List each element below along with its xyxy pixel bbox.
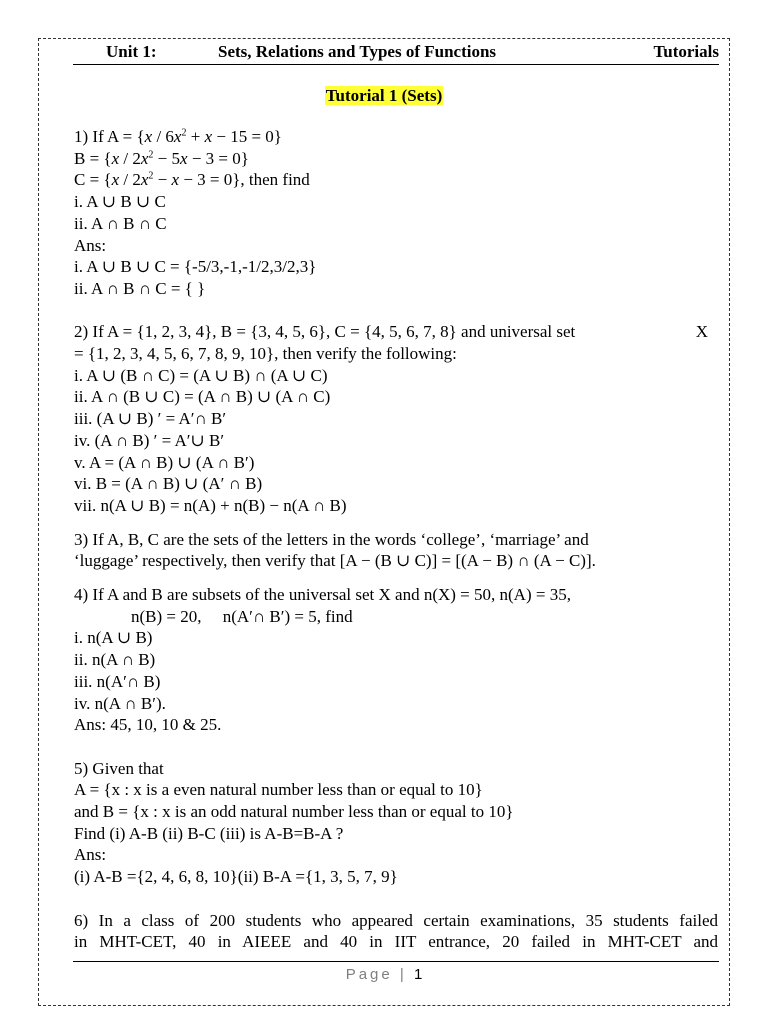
q2-part: i. A ∪ (B ∩ C) = (A ∪ B) ∩ (A ∪ C) bbox=[74, 365, 328, 385]
q2-part: v. A = (A ∩ B) ∪ (A ∩ B′) bbox=[74, 452, 255, 472]
q6-line1: 6) In a class of 200 students who appeared certain examinations, 35 students failed bbox=[74, 910, 718, 930]
tutorial-title bbox=[0, 86, 768, 106]
q4-line1: 4) If A and B are subsets of the universal set X and n(X) = 50, n(A) = 35, bbox=[74, 585, 571, 605]
q2-part: vii. n(A ∪ B) = n(A) + n(B) − n(A ∩ B) bbox=[74, 495, 347, 515]
q4-line2: n(B) = 20, n(A′∩ B′) = 5, find bbox=[131, 606, 353, 626]
q1-answer: ii. A ∩ B ∩ C = { } bbox=[74, 278, 206, 298]
page-header bbox=[73, 42, 719, 65]
q4-part: i. n(A ∪ B) bbox=[74, 628, 153, 648]
q1-answer: i. A ∪ B ∪ C = {-5/3,-1,-1/2,3/2,3} bbox=[74, 257, 317, 277]
q5-ans-label: Ans: bbox=[74, 845, 107, 865]
q1-part: i. A ∪ B ∪ C bbox=[74, 192, 166, 212]
q3-line1: 3) If A, B, C are the sets of the letters in the words ‘college’, ‘marriage’ and bbox=[74, 529, 589, 549]
q2-part: ii. A ∩ (B ∪ C) = (A ∩ B) ∪ (A ∩ C) bbox=[74, 387, 331, 407]
q6-line2: in MHT-CET, 40 in AIEEE and 40 in IIT entrance, 20 failed in MHT-CET and bbox=[74, 932, 718, 952]
q4-part: iv. n(A ∩ B′). bbox=[74, 693, 166, 713]
q2-line1: 2) If A = {1, 2, 3, 4}, B = {3, 4, 5, 6}, C = {4, 5, 6, 7, 8} and universal set X bbox=[74, 322, 708, 342]
q2-part: vi. B = (A ∩ B) ∪ (A′ ∩ B) bbox=[74, 474, 263, 494]
footer-page-number: 1 bbox=[413, 966, 423, 983]
q4-part: iii. n(A′∩ B) bbox=[74, 671, 161, 691]
q4-answer: Ans: 45, 10, 10 & 25. bbox=[74, 715, 222, 735]
page-footer bbox=[0, 966, 768, 983]
q2-line1-x: X bbox=[695, 322, 708, 342]
q5-line2: A = {x : x is a even natural number less than or equal to 10} bbox=[74, 780, 483, 800]
q1-set-a: 1) If $A = \{x / 6x^2 + x - 15 = 0\}$ bbox=[74, 127, 282, 146]
q5-answer: (i) A-B ={2, 4, 6, 8, 10}(ii) B-A ={1, 3, 5, 7, 9} bbox=[74, 867, 398, 887]
q5-line3: and B = {x : x is an odd natural number less than or equal to 10} bbox=[74, 802, 514, 822]
q3-line2: ‘luggage’ respectively, then verify that [A − (B ∪ C)] = [(A − B) ∩ (A − C)]. bbox=[74, 551, 596, 571]
q4-part: ii. n(A ∩ B) bbox=[74, 650, 156, 670]
q2-line2: = {1, 2, 3, 4, 5, 6, 7, 8, 9, 10}, then verify the following: bbox=[74, 344, 457, 364]
q1-set-b: $B = \{x / 2x^2 - 5x - 3 = 0\}$ bbox=[74, 148, 249, 168]
q1-ans-label: Ans: bbox=[74, 235, 107, 255]
footer-rule bbox=[73, 961, 719, 962]
document-body bbox=[74, 126, 718, 953]
header-unit: Unit 1: bbox=[106, 42, 157, 61]
header-title: Sets, Relations and Types of Functions bbox=[218, 42, 497, 61]
tutorial-title-highlight: Tutorial 1 (Sets) bbox=[325, 86, 443, 105]
q1-set-c: $C = \{x / 2x^2 - x - 3 = 0\}$, then find bbox=[74, 170, 310, 190]
q5-line4: Find (i) A-B (ii) B-C (iii) is A-B=B-A ? bbox=[74, 823, 344, 843]
q2-part: iii. (A ∪ B) ′ = A′∩ B′ bbox=[74, 409, 227, 429]
q5-line1: 5) Given that bbox=[74, 758, 164, 778]
header-tutorials: Tutorials bbox=[653, 42, 719, 61]
q1-part: ii. A ∩ B ∩ C bbox=[74, 213, 167, 233]
q2-part: iv. (A ∩ B) ′ = A′∪ B′ bbox=[74, 430, 225, 450]
footer-page-label: Page | bbox=[345, 966, 407, 983]
